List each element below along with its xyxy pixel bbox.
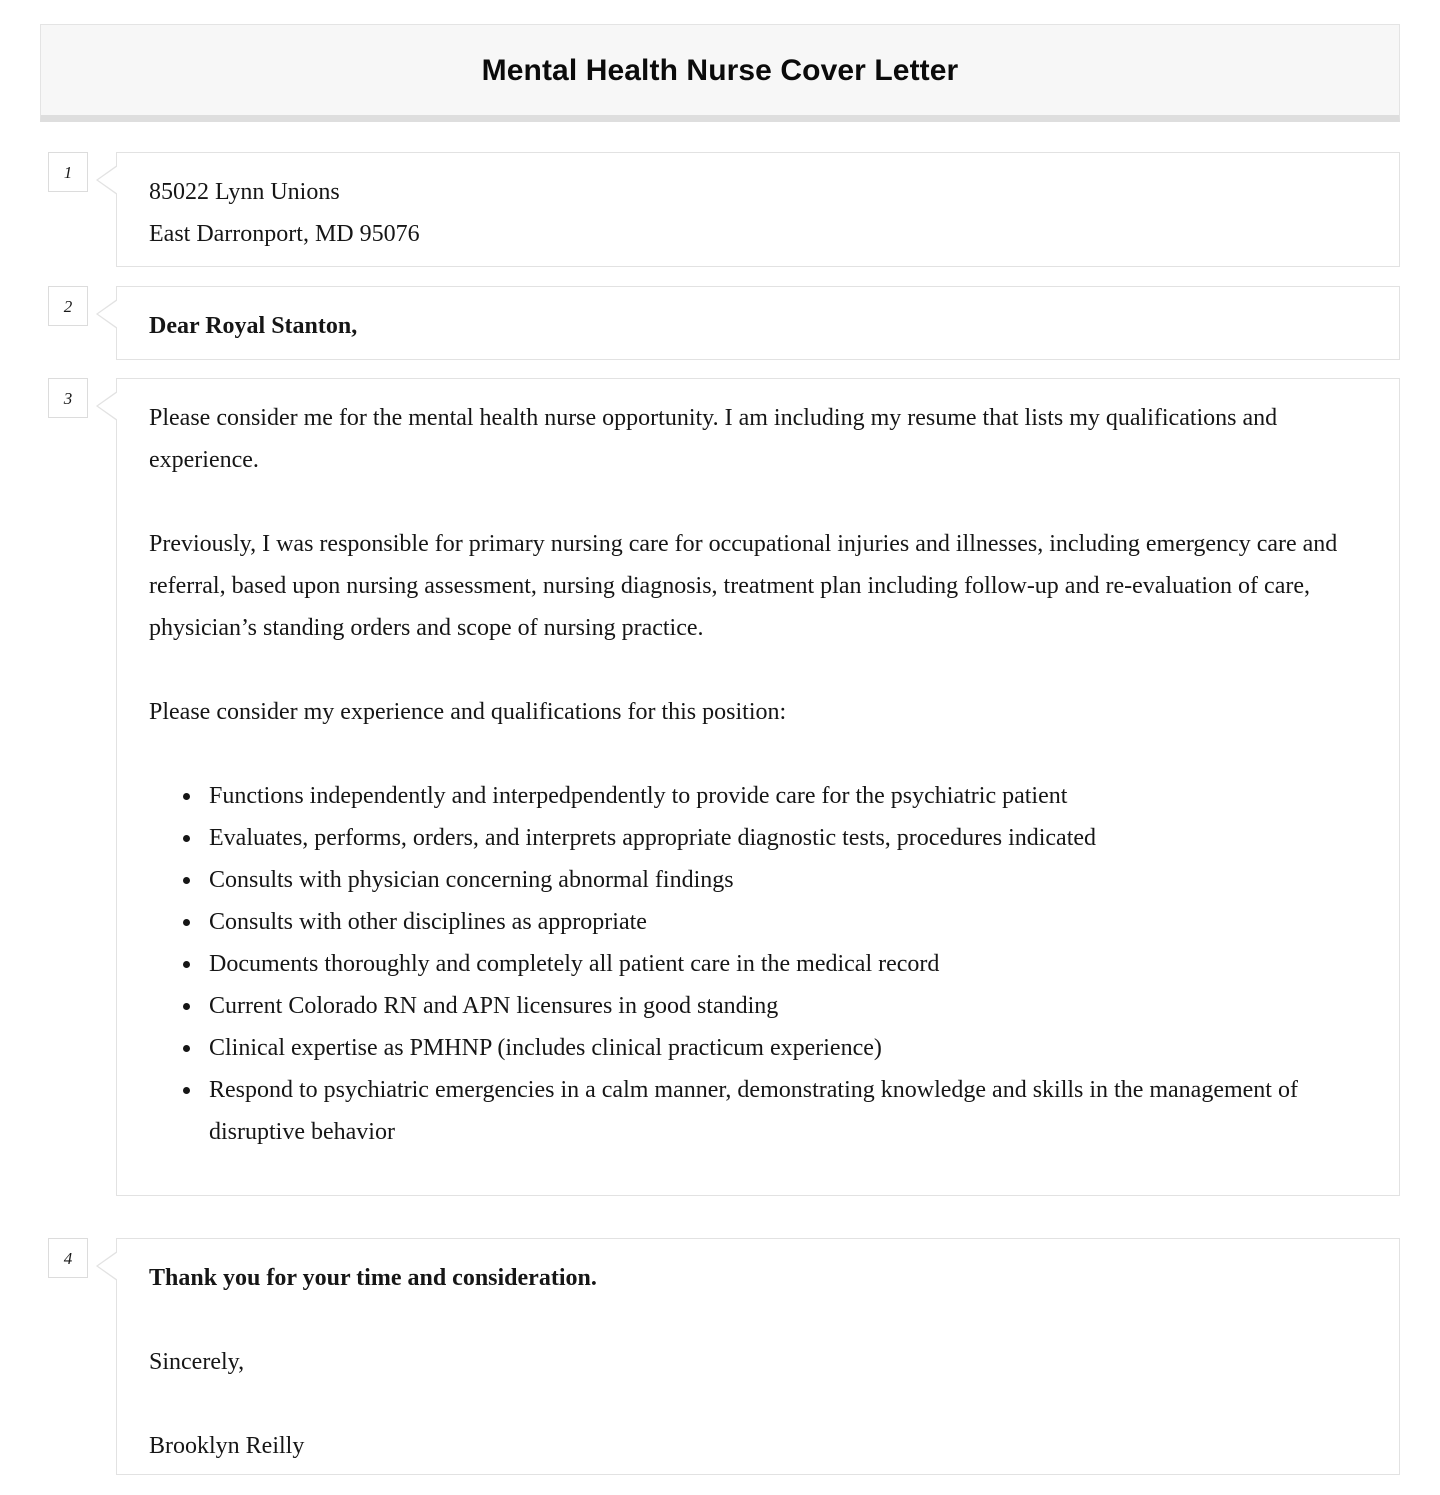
salutation-text: Dear Royal Stanton, — [149, 313, 358, 339]
salutation-panel[interactable] — [116, 286, 1400, 360]
address-line-2: East Darronport, MD 95076 — [149, 221, 420, 247]
closing-thanks: Thank you for your time and consideration. — [149, 1265, 597, 1291]
closing-sender-name: Brooklyn Reilly — [149, 1433, 305, 1459]
body-paragraph-1: Please consider me for the mental health nurse opportunity. I am including my resume that lists my qualifications and experience. — [149, 405, 1278, 473]
letter-body-panel[interactable] — [116, 378, 1400, 1196]
closing-signoff: Sincerely, — [149, 1349, 245, 1375]
list-item: • Current Colorado RN and APN licensures in good standing — [203, 985, 1371, 1027]
list-item: • Clinical expertise as PMHNP (includes clinical practicum experience) — [203, 1027, 1371, 1069]
document-header — [40, 24, 1400, 122]
list-item: • Consults with other disciplines as appropriate — [203, 901, 1371, 943]
closing-panel[interactable] — [116, 1238, 1400, 1475]
address-line-1: 85022 Lynn Unions — [149, 179, 340, 205]
sender-address-panel[interactable] — [116, 152, 1400, 267]
list-item: • Documents thoroughly and completely all patient care in the medical record — [203, 943, 1371, 985]
block-number-badge: 4 — [48, 1238, 88, 1278]
block-number-badge: 1 — [48, 152, 88, 192]
qualifications-list — [149, 775, 1371, 1153]
page-title: Mental Health Nurse Cover Letter — [481, 53, 959, 87]
block-number-badge: 3 — [48, 378, 88, 418]
body-paragraph-2: Previously, I was responsible for primary nursing care for occupational injuries and illnesses, including emergency care and referral, based upon nursing assessment, nursing diagnosis, treatment plan including follow-up and re-evaluation of care, physician’s standing orders and scope of nursing practice. — [149, 531, 1338, 641]
block-number-badge: 2 — [48, 286, 88, 326]
list-item: • Functions independently and interpedpendently to provide care for the psychiatric patient — [203, 775, 1371, 817]
list-item: • Consults with physician concerning abnormal findings — [203, 859, 1371, 901]
list-item: • Evaluates, performs, orders, and interprets appropriate diagnostic tests, procedures indicated — [203, 817, 1371, 859]
body-paragraph-3: Please consider my experience and qualifications for this position: — [149, 699, 787, 725]
address-block — [149, 171, 1371, 255]
list-item: • Respond to psychiatric emergencies in a calm manner, demonstrating knowledge and skills in the management of disruptive behavior — [203, 1069, 1371, 1153]
